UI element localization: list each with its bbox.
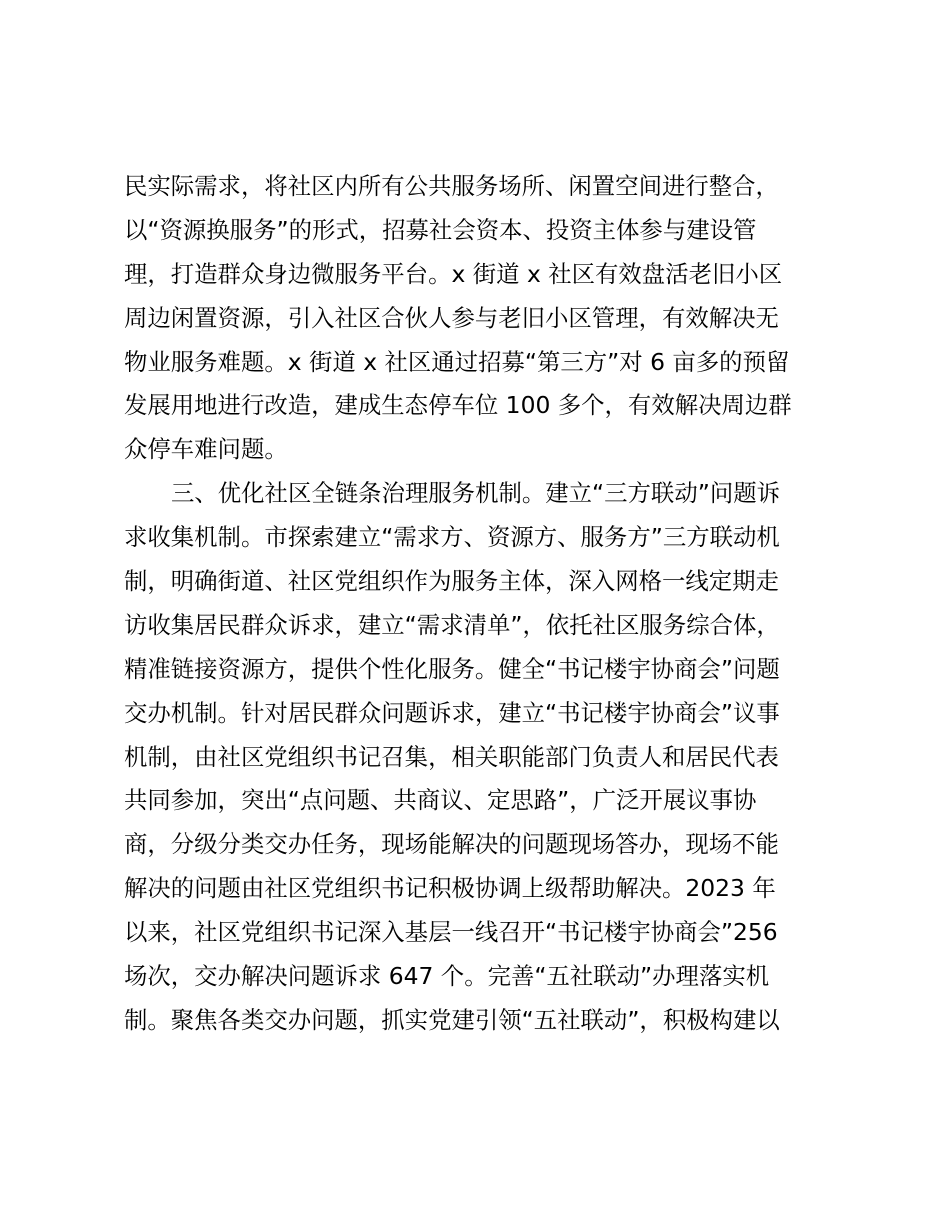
text-line: 理，打造群众身边微服务平台。x 街道 x 社区有效盘活老旧小区	[124, 259, 783, 288]
text-line: 物业服务难题。x 街道 x 社区通过招募“第三方”对 6 亩多的预留	[124, 347, 790, 376]
text-line: 以“资源换服务”的形式，招募社会资本、投资主体参与建设管	[124, 215, 757, 244]
text-line: 共同参加，突出“点问题、共商议、定思路”，广泛开展议事协	[124, 786, 757, 815]
text-line: 制。聚焦各类交办问题，抓实党建引领“五社联动”，积极构建以	[124, 1005, 780, 1034]
text-line: 交办机制。针对居民群众问题诉求，建立“书记楼宇协商会”议事	[124, 698, 780, 727]
text-line: 机制，由社区党组织书记召集，相关职能部门负责人和居民代表	[124, 742, 779, 771]
text-line: 求收集机制。市探索建立“需求方、资源方、服务方”三方联动机	[124, 523, 780, 552]
text-line: 民实际需求，将社区内所有公共服务场所、闲置空间进行整合，	[124, 172, 779, 200]
text-line: 访收集居民群众诉求，建立“需求清单”，依托社区服务综合体，	[124, 610, 780, 639]
text-line: 发展用地进行改造，建成生态停车位 100 多个，有效解决周边群	[124, 391, 792, 420]
text-line: 制，明确街道、社区党组织作为服务主体，深入网格一线定期走	[124, 567, 779, 596]
text-line: 商，分级分类交办任务，现场能解决的问题现场答办，现场不能	[124, 830, 779, 859]
text-line: 解决的问题由社区党组织书记积极协调上级帮助解决。2023 年	[124, 874, 776, 903]
text-line: 场次，交办解决问题诉求 647 个。完善“五社联动”办理落实机	[124, 962, 770, 991]
body-text	[124, 165, 834, 1043]
text-line: 以来，社区党组织书记深入基层一线召开“书记楼宇协商会”256	[124, 918, 778, 947]
text-line: 众停车难问题。	[124, 435, 288, 464]
text-line: 周边闲置资源，引入社区合伙人参与老旧小区管理，有效解决无	[124, 303, 779, 332]
section-heading-line: 三、优化社区全链条治理服务机制。建立“三方联动”问题诉	[171, 479, 780, 508]
text-line: 精准链接资源方，提供个性化服务。健全“书记楼宇协商会”问题	[124, 654, 780, 683]
